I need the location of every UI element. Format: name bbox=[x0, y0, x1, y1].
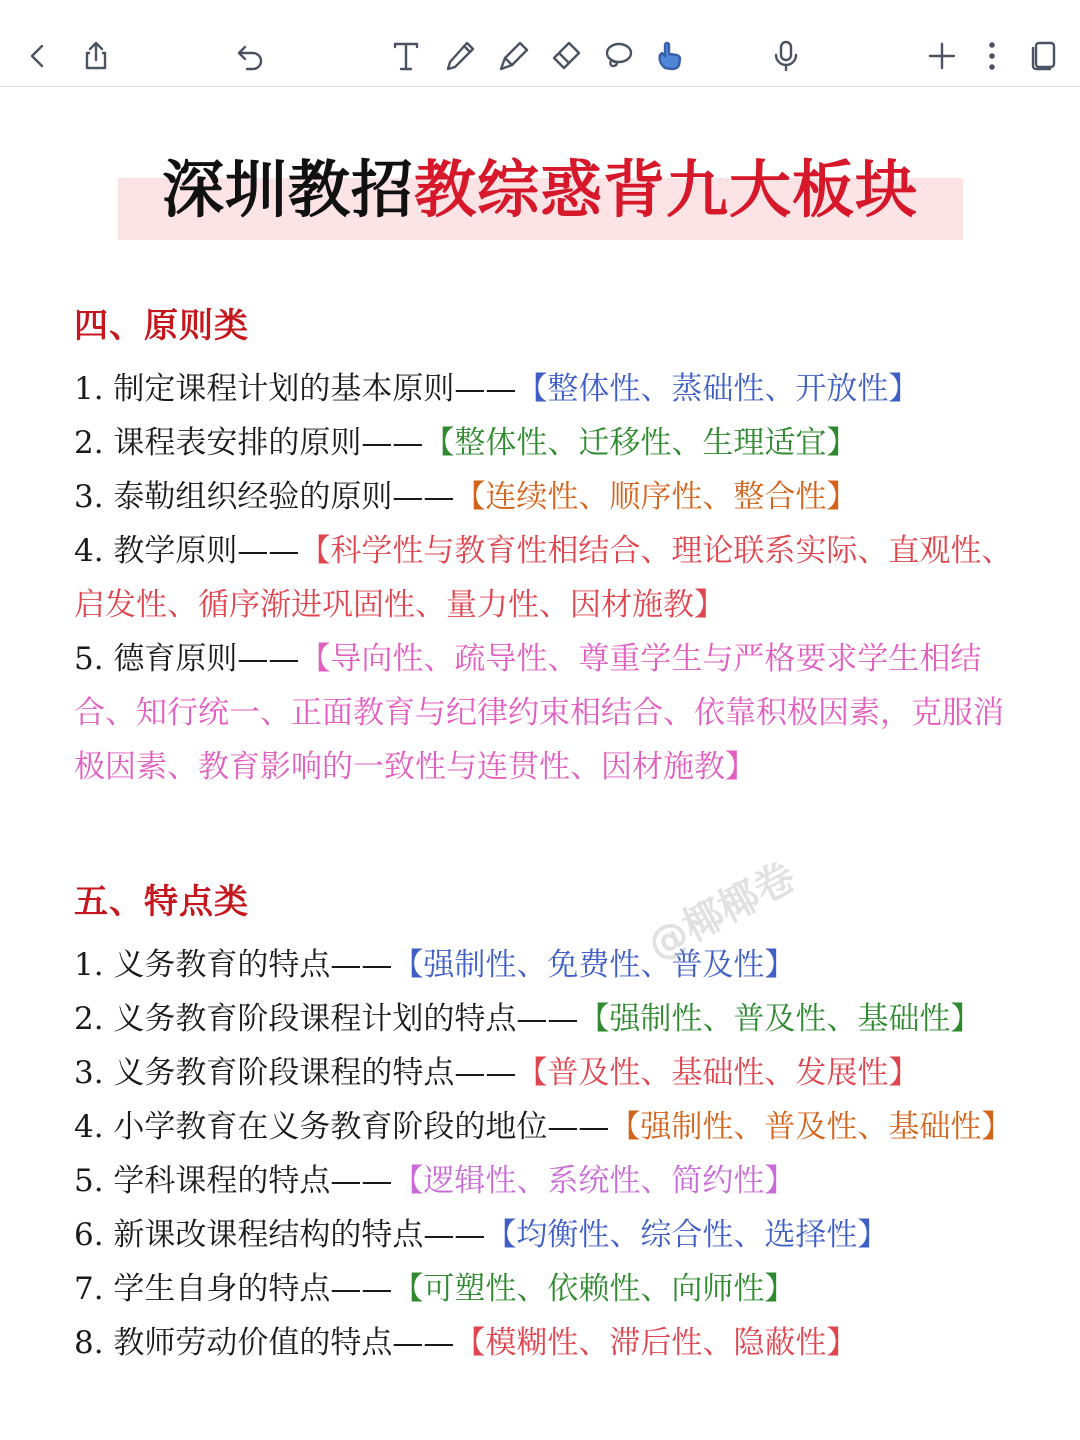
item-question: 4. 教学原则—— bbox=[74, 533, 300, 569]
pages-icon[interactable] bbox=[1024, 34, 1064, 78]
item-question: 3. 义务教育阶段课程的特点—— bbox=[74, 1055, 517, 1091]
item-answer: 【强制性、普及性、基础性】 bbox=[609, 1109, 1013, 1145]
add-icon[interactable] bbox=[922, 34, 962, 78]
section-heading-principles: 四、原则类 bbox=[74, 306, 249, 346]
more-icon[interactable] bbox=[972, 34, 1012, 78]
pen-icon[interactable] bbox=[440, 34, 480, 78]
item-answer: 【导向性、疏导性、尊重学生与严格要求学生相结合、知行统一、正面教育与纪律约束相结合、依靠积极因素，克服消极因素、教育影响的一致性与连贯性、因材施教】 bbox=[74, 641, 1004, 785]
share-icon[interactable] bbox=[76, 34, 116, 78]
list-item bbox=[74, 992, 1019, 1046]
microphone-icon[interactable] bbox=[766, 34, 806, 78]
list-item bbox=[74, 938, 1019, 992]
item-answer: 【均衡性、综合性、选择性】 bbox=[485, 1217, 889, 1253]
item-question: 6. 新课改课程结构的特点—— bbox=[74, 1217, 486, 1253]
section-heading-features: 五、特点类 bbox=[74, 882, 249, 922]
list-item bbox=[74, 1154, 1019, 1208]
list-item bbox=[74, 524, 1019, 632]
list-item bbox=[74, 362, 1019, 416]
page-title bbox=[0, 140, 1080, 240]
item-question: 8. 教师劳动价值的特点—— bbox=[74, 1325, 455, 1361]
text-tool-icon[interactable] bbox=[386, 34, 426, 78]
item-answer: 【强制性、普及性、基础性】 bbox=[578, 1001, 982, 1037]
undo-icon[interactable] bbox=[230, 34, 270, 78]
item-answer: 【可塑性、依赖性、向师性】 bbox=[392, 1271, 796, 1307]
item-question: 4. 小学教育在义务教育阶段的地位—— bbox=[74, 1109, 610, 1145]
item-answer: 【整体性、迁移性、生理适宜】 bbox=[423, 425, 858, 461]
list-item bbox=[74, 416, 1019, 470]
list-item bbox=[74, 470, 1019, 524]
list-item bbox=[74, 632, 1019, 794]
item-question: 1. 义务教育的特点—— bbox=[74, 947, 393, 983]
item-answer: 【强制性、免费性、普及性】 bbox=[392, 947, 796, 983]
highlighter-icon[interactable] bbox=[494, 34, 534, 78]
toolbar bbox=[0, 0, 1080, 87]
item-question: 2. 课程表安排的原则—— bbox=[74, 425, 424, 461]
eraser-icon[interactable] bbox=[546, 34, 586, 78]
title-part1: 深圳教招 bbox=[161, 153, 414, 226]
list-item bbox=[74, 1046, 1019, 1100]
item-answer: 【普及性、基础性、发展性】 bbox=[516, 1055, 920, 1091]
item-answer: 【整体性、蒸础性、开放性】 bbox=[516, 371, 920, 407]
item-answer: 【模糊性、滞后性、隐蔽性】 bbox=[454, 1325, 858, 1361]
item-question: 3. 泰勒组织经验的原则—— bbox=[74, 479, 455, 515]
item-question: 5. 德育原则—— bbox=[74, 641, 300, 677]
back-icon[interactable] bbox=[18, 34, 58, 78]
item-question: 2. 义务教育阶段课程计划的特点—— bbox=[74, 1001, 579, 1037]
watermark: @椰椰卷 bbox=[640, 853, 804, 970]
item-answer: 【逻辑性、系统性、简约性】 bbox=[392, 1163, 796, 1199]
item-question: 5. 学科课程的特点—— bbox=[74, 1163, 393, 1199]
item-question: 1. 制定课程计划的基本原则—— bbox=[74, 371, 517, 407]
item-answer: 【科学性与教育性相结合、理论联系实际、直观性、启发性、循序渐进巩固性、量力性、因材施教】 bbox=[74, 533, 1013, 623]
hand-touch-icon[interactable] bbox=[650, 34, 690, 78]
item-answer: 【连续性、顺序性、整合性】 bbox=[454, 479, 858, 515]
item-question: 7. 学生自身的特点—— bbox=[74, 1271, 393, 1307]
list-item bbox=[74, 1100, 1019, 1154]
list-item bbox=[74, 1316, 1019, 1370]
title-part2: 教综惑背九大板块 bbox=[414, 153, 919, 226]
lasso-icon[interactable] bbox=[598, 34, 638, 78]
list-item bbox=[74, 1208, 1019, 1262]
list-item bbox=[74, 1262, 1019, 1316]
